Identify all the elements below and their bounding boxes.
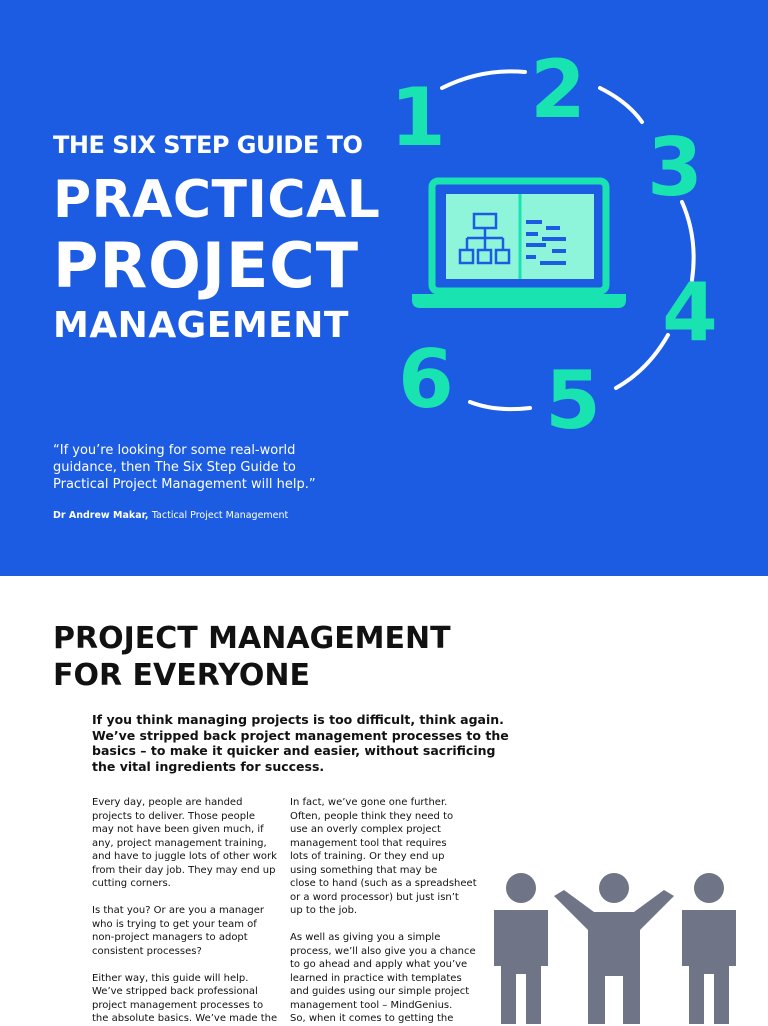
body-line: from their day job. They may end up bbox=[92, 864, 276, 876]
quote-line: “If you’re looking for some real-world bbox=[53, 443, 296, 458]
body-line: cutting corners. bbox=[92, 878, 171, 889]
paragraph-gap bbox=[92, 891, 277, 905]
body-line: As well as giving you a simple bbox=[290, 932, 441, 943]
lead-line: the vital ingredients for success. bbox=[92, 758, 325, 774]
body-line: to go ahead and apply what you’ve bbox=[290, 959, 468, 970]
body-line: close to hand (such as a spreadsheet bbox=[290, 878, 477, 889]
body-line: management tool that requires bbox=[290, 837, 447, 849]
body-column-right bbox=[290, 796, 475, 1026]
person-icon bbox=[682, 873, 736, 1024]
body-line: using something that may be bbox=[290, 864, 438, 876]
body-line: up to the job. bbox=[290, 905, 358, 916]
quote-line: guidance, then The Six Step Guide to bbox=[53, 460, 296, 475]
person-icon bbox=[494, 873, 548, 1024]
title-practical: PRACTICAL bbox=[53, 170, 381, 230]
lead-line: If you think managing projects is too difficult, think again. bbox=[92, 712, 504, 727]
step-number-5: 5 bbox=[545, 354, 601, 447]
lead-paragraph bbox=[92, 712, 509, 774]
body-line: lots of training. Or they end up bbox=[290, 851, 445, 862]
section-heading bbox=[53, 620, 451, 694]
body-line: and have to juggle lots of other work bbox=[92, 851, 277, 862]
body-line: projects to deliver. Those people bbox=[92, 810, 255, 822]
title-management: MANAGEMENT bbox=[53, 305, 349, 346]
body-line: So, when it comes to getting the bbox=[290, 1013, 454, 1024]
testimonial-quote bbox=[53, 442, 323, 493]
body-line: process, we’ll also give you a chance bbox=[290, 945, 476, 957]
body-line: any, project management training, bbox=[92, 837, 267, 849]
body-line: Either way, this guide will help. bbox=[92, 972, 249, 984]
body-line: use an overly complex project bbox=[290, 824, 441, 835]
laptop-icon bbox=[412, 181, 626, 308]
person-arms-raised-icon bbox=[554, 873, 674, 1024]
title-project: PROJECT bbox=[53, 229, 360, 302]
body-column-left bbox=[92, 796, 277, 1026]
body-line: Every day, people are handed bbox=[92, 797, 243, 808]
attribution-org: Tactical Project Management bbox=[151, 510, 289, 521]
body-line: Often, people think they need to bbox=[290, 810, 454, 822]
body-line: consistent processes? bbox=[92, 945, 202, 957]
body-line: may not have been given much, if bbox=[92, 824, 264, 835]
people-illustration bbox=[482, 868, 752, 1024]
body-line: or a word processor) but just isn’t bbox=[290, 891, 459, 903]
step-number-3: 3 bbox=[647, 121, 703, 214]
body-line: project management processes to bbox=[92, 999, 264, 1011]
quote-attribution bbox=[53, 510, 288, 521]
body-line: non-project managers to adopt bbox=[92, 932, 248, 943]
attribution-name: Dr Andrew Makar, bbox=[53, 510, 152, 521]
body-line: In fact, we’ve gone one further. bbox=[290, 797, 448, 808]
section-heading-line: PROJECT MANAGEMENT bbox=[53, 621, 451, 656]
body-line: who is trying to get your team of bbox=[92, 918, 257, 930]
body-line: learned in practice with templates bbox=[290, 972, 462, 984]
step-number-1: 1 bbox=[390, 71, 446, 164]
step-number-2: 2 bbox=[530, 43, 586, 136]
step-number-6: 6 bbox=[398, 333, 454, 426]
six-step-cycle-graphic bbox=[380, 30, 730, 450]
body-line: Is that you? Or are you a manager bbox=[92, 905, 265, 916]
lead-line: basics – to make it quicker and easier, without sacrificing bbox=[92, 743, 496, 758]
guide-kicker: THE SIX STEP GUIDE TO bbox=[53, 131, 363, 159]
body-line: and guides using our simple project bbox=[290, 986, 470, 997]
body-line: the absolute basics. We’ve made the bbox=[92, 1013, 278, 1024]
paragraph-gap bbox=[290, 918, 475, 932]
body-line: We’ve stripped back professional bbox=[92, 986, 258, 997]
quote-line: Practical Project Management will help.” bbox=[53, 477, 316, 492]
section-heading-line: FOR EVERYONE bbox=[53, 658, 310, 693]
body-line: management tool – MindGenius. bbox=[290, 999, 453, 1011]
paragraph-gap bbox=[92, 958, 277, 972]
lead-line: We’ve stripped back project management processes to the bbox=[92, 727, 509, 743]
step-number-4: 4 bbox=[662, 266, 718, 359]
